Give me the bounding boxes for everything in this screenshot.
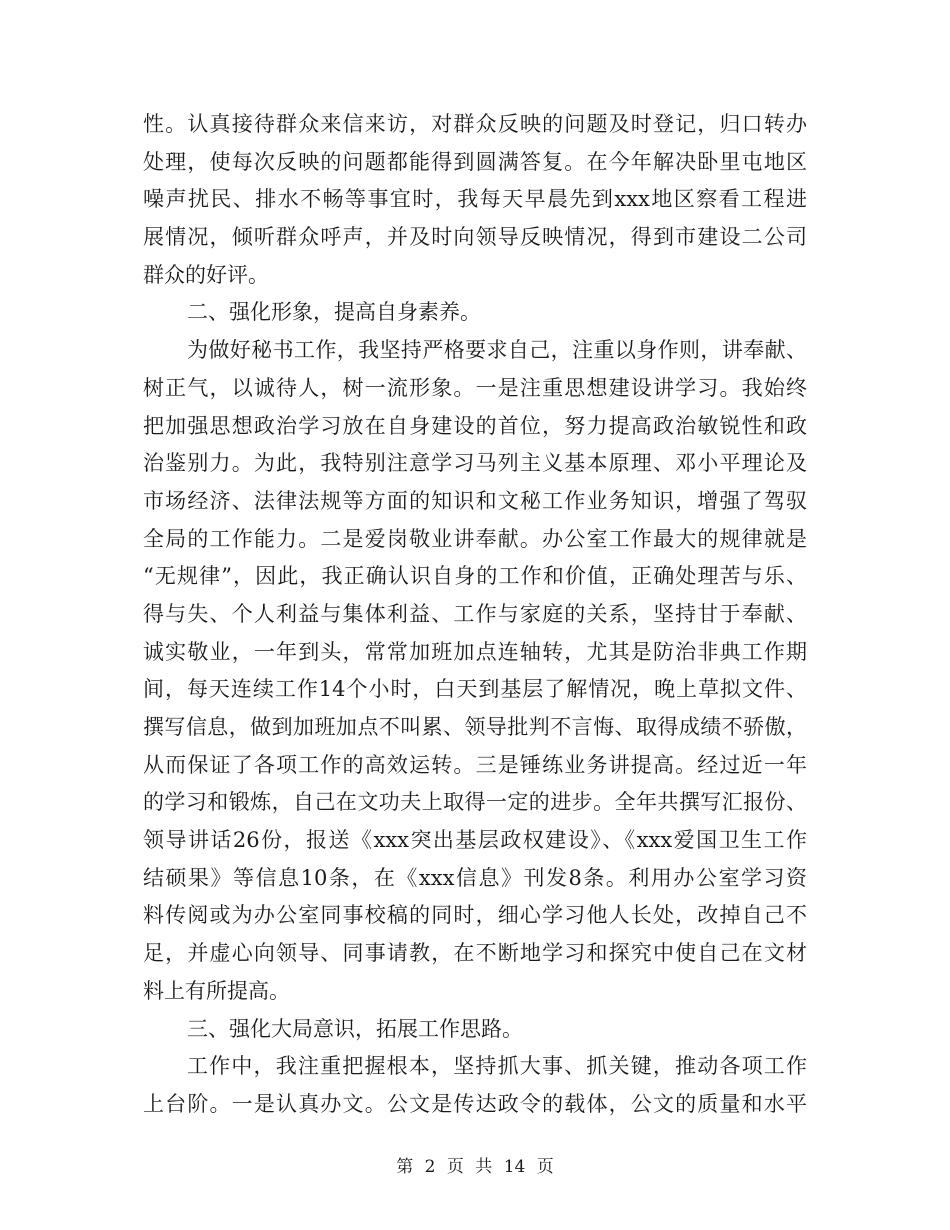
text-line: 噪声扰民、排水不畅等事宜时，我每天早晨先到xxx地区察看工程进	[143, 187, 807, 212]
text-line: 处理，使每次反映的问题都能得到圆满答复。在今年解决卧里屯地区	[143, 149, 807, 174]
text-line: 工作中，我注重把握根本，坚持抓大事、抓关键，推动各项工作	[187, 1054, 807, 1079]
text-line: 领导讲话26份，报送《xxx突出基层政权建设》、《xxx爱国卫生工作	[143, 828, 807, 853]
text-line: 全局的工作能力。二是爱岗敬业讲奉献。办公室工作最大的规律就是	[143, 526, 807, 551]
text-line: 性。认真接待群众来信来访，对群众反映的问题及时登记，归口转办	[143, 112, 807, 136]
text-line: 料上有所提高。	[143, 978, 290, 1003]
text-line: 群众的好评。	[143, 262, 269, 287]
text-line: 上台阶。一是认真办文。公文是传达政令的载体，公文的质量和水平	[143, 1091, 807, 1116]
section-heading: 三、强化大局意识，拓展工作思路。	[187, 1016, 523, 1041]
text-line: 得与失、个人利益与集体利益、工作与家庭的关系，坚持甘于奉献、	[143, 601, 807, 626]
text-line: 间，每天连续工作14个小时，白天到基层了解情况，晚上草拟文件、	[143, 677, 807, 702]
text-line: 树正气，以诚待人，树一流形象。一是注重思想建设讲学习。我始终	[143, 375, 807, 400]
text-line: 把加强思想政治学习放在自身建设的首位，努力提高政治敏锐性和政	[143, 413, 807, 438]
text-line: “无规律”，因此，我正确认识自身的工作和价值，正确处理苦与乐、	[143, 564, 807, 589]
text-line: 为做好秘书工作，我坚持严格要求自己，注重以身作则，讲奉献、	[187, 338, 807, 363]
section-heading: 二、强化形象，提高自身素养。	[187, 300, 481, 325]
text-line: 治鉴别力。为此，我特别注意学习马列主义基本原理、邓小平理论及	[143, 451, 807, 476]
text-line: 市场经济、法律法规等方面的知识和文秘工作业务知识，增强了驾驭	[143, 488, 807, 513]
page-footer: 第 2 页 共 14 页	[396, 1157, 554, 1177]
document-body	[143, 106, 807, 1124]
text-line: 展情况，倾听群众呼声，并及时向领导反映情况，得到市建设二公司	[143, 225, 807, 250]
text-line: 诚实敬业，一年到头，常常加班加点连轴转，尤其是防治非典工作期	[143, 639, 807, 664]
text-line: 料传阅或为办公室同事校稿的同时，细心学习他人长处，改掉自己不	[143, 903, 807, 928]
text-line: 结硕果》等信息10条，在《xxx信息》刊发8条。利用办公室学习资	[143, 865, 807, 890]
text-line: 的学习和锻炼，自己在文功夫上取得一定的进步。全年共撰写汇报份、	[143, 790, 807, 815]
text-line: 撰写信息，做到加班加点不叫累、领导批判不言悔、取得成绩不骄傲，	[143, 715, 807, 739]
text-line: 足，并虚心向领导、同事请教，在不断地学习和探究中使自己在文材	[143, 941, 807, 966]
text-line: 从而保证了各项工作的高效运转。三是锤练业务讲提高。经过近一年	[143, 752, 807, 777]
